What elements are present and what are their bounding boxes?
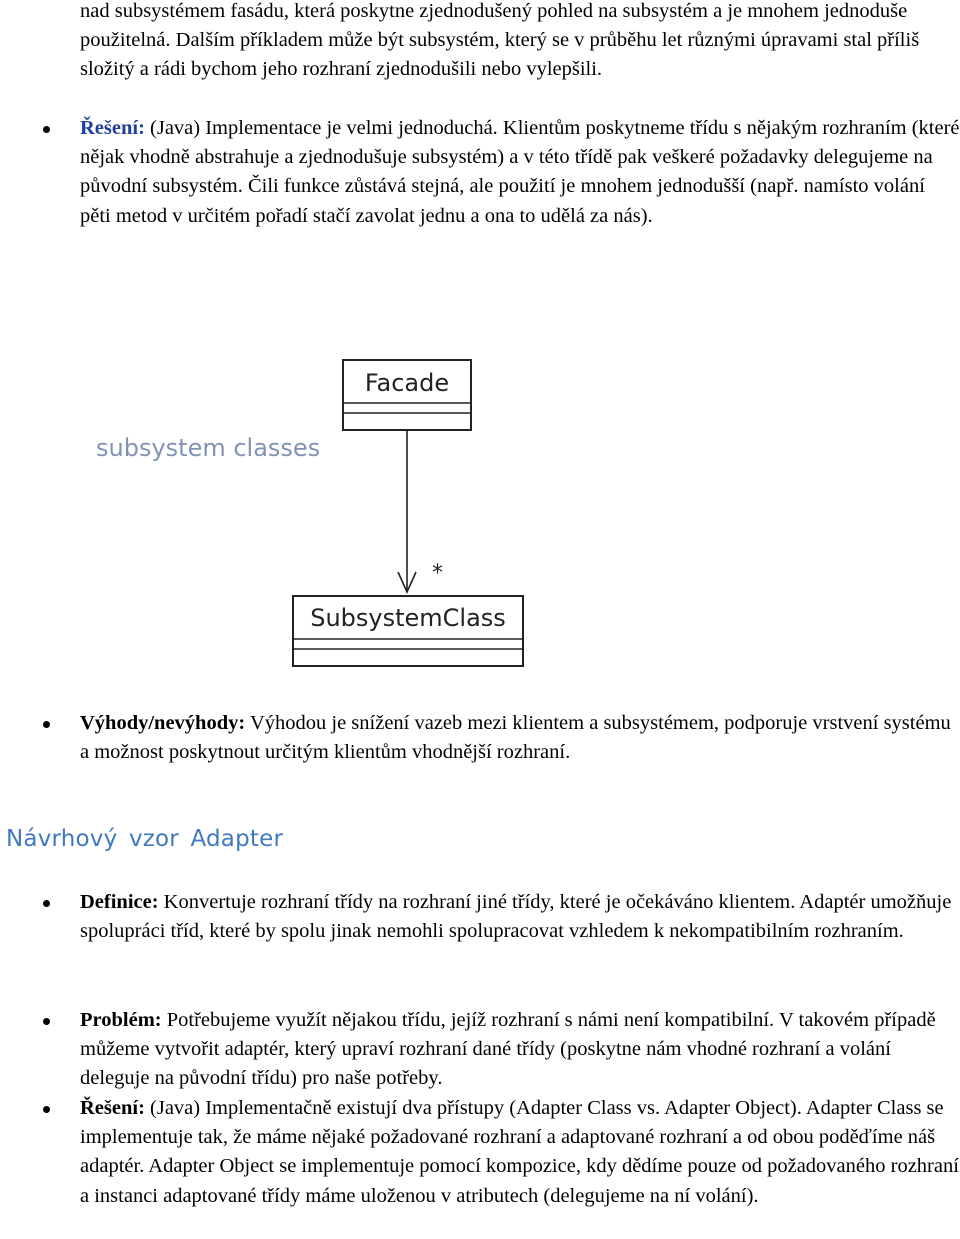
facade-solution-label: Řešení: (80, 117, 145, 139)
bullet-icon (43, 1106, 50, 1113)
bullet-icon (43, 126, 50, 133)
facade-uml-diagram (0, 340, 960, 680)
adapter-solution-label: Řešení: (80, 1097, 145, 1119)
subsystem-class-label: SubsystemClass (310, 604, 506, 632)
facade-pros-item (80, 709, 960, 767)
facade-pros-text: Výhodou je snížení vazeb mezi klientem a subsystémem, podporuje vrstvení systému a možnost poskytnout určitým klientům vhodnější rozhraní. (80, 712, 951, 764)
bullet-icon (43, 1018, 50, 1025)
adapter-solution-item (80, 1094, 960, 1211)
bullet-icon (43, 900, 50, 907)
bullet-icon (43, 721, 50, 728)
facade-class-label: Facade (364, 369, 450, 397)
adapter-definition-item (80, 888, 960, 946)
subsystem-group-label: subsystem classes (96, 434, 321, 462)
facade-solution-text: (Java) Implementace je velmi jednoduchá. Klientům poskytneme třídu s nějakým rozhraním (které nějak vhodně abstrahuje a zjednodušuje subsystém) a v této třídě pak veškeré požadavky delegujeme na původní subsystém. Čili funkce zůstává stejná, ale použití je mnohem jednodušší (např. namísto volání pěti metod v určitém pořadí stačí zavolat jednu a ona to udělá za nás). (80, 117, 960, 227)
facade-pros-label: Výhody/nevýhody: (80, 712, 246, 734)
adapter-solution-text: (Java) Implementačně existují dva přístupy (Adapter Class vs. Adapter Object). Adapter Class se implementuje tak, že máme nějaké požadované rozhraní a adaptované rozhraní a od obou poděďíme náš adaptér. Adapter Object se implementuje pomocí kompozice, kdy dědíme pouze od požadovaného rozhraní a instanci adaptované třídy máme uloženou v atributech (delegujeme na ní volání). (80, 1097, 959, 1207)
adapter-definition-text: Konvertuje rozhraní třídy na rozhraní jiné třídy, které je očekáváno klientem. Adaptér umožňuje spolupráci tříd, které by spolu jinak nemohli spolupracovat vzhledem k nekompatibilním rozhraním. (80, 891, 952, 943)
adapter-problem-label: Problém: (80, 1009, 162, 1031)
multiplicity-label: * (432, 561, 443, 586)
intro-paragraph: nad subsystémem fasádu, která poskytne zjednodušený pohled na subsystém a je mnohem jednoduše použitelná. Dalším příkladem může být subsystém, který se v průběhu let různými úpravami stal příliš složitý a rádi bychom jeho rozhraní zjednodušili nebo vylepšili. (80, 0, 920, 81)
adapter-section-heading: Návrhový vzor Adapter (6, 826, 284, 852)
adapter-definition-label: Definice: (80, 891, 159, 913)
adapter-problem-text: Potřebujeme využít nějakou třídu, jejíž rozhraní s námi není kompatibilní. V takovém případě můžeme vytvořit adaptér, který upraví rozhraní dané třídy (poskytne nám vhodné rozhraní a volání deleguje na původní třídu) pro naše potřeby. (80, 1009, 936, 1090)
facade-solution-item (80, 114, 960, 231)
adapter-problem-item (80, 1006, 960, 1094)
